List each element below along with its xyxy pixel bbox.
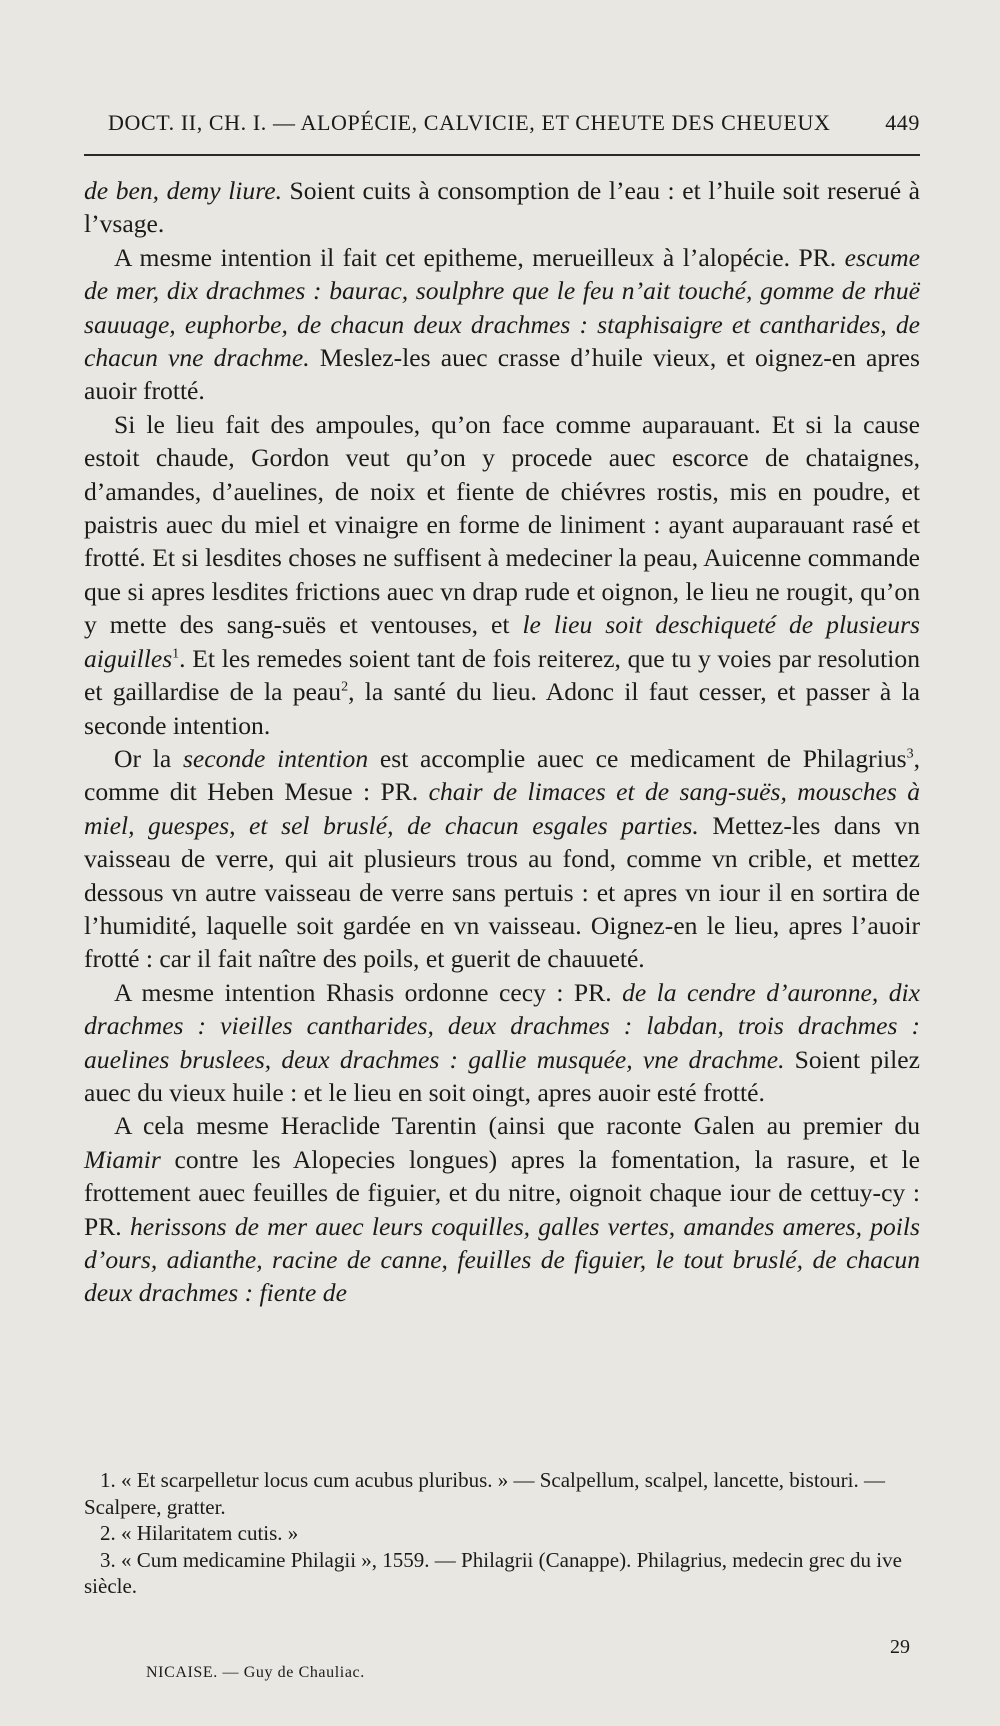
p6-recipe: herissons de mer auec leurs coquilles, galles vertes, amandes ameres, poils d’ours, adianthe, racine de canne, feuilles de figuier, le tout bruslé, de chacun deux drachmes : fiente de	[84, 1211, 920, 1308]
signature-sheet-number: 29	[890, 1636, 910, 1658]
paragraph-6	[84, 1109, 920, 1309]
p3-italic: le lieu soit deschiqueté de plusieurs aiguilles	[84, 610, 920, 673]
p4-text-a: Or la	[114, 743, 183, 773]
paragraph-2	[84, 241, 920, 408]
paragraph-5	[84, 976, 920, 1110]
p4-recipe: chair de limaces et de sang-suës, mousches à miel, guespes, et sel bruslé, de chacun esgales parties.	[84, 777, 920, 840]
paragraph-4	[84, 742, 920, 976]
footnote-3: 3. « Cum medicamine Philagii », 1559. — Philagrii (Canappe). Philagrius, medecin grec du ive siècle.	[84, 1547, 902, 1598]
printer-signature: NICAISE. — Guy de Chauliac.	[146, 1664, 365, 1681]
footnote-1: 1. « Et scarpelletur locus cum acubus pluribus. » — Scalpellum, scalpel, lancette, bistouri. — Scalpere, gratter.	[84, 1468, 885, 1519]
p3-text-c: . Et les remedes soient tant de fois reiterez, que tu y voies par resolution et gaillardise de la peau	[84, 643, 920, 707]
p4-text-f: Mettez-les dans vn vaisseau de verre, qui ait plusieurs trous au fond, comme vn crible, et mettez dessous vn autre vaisseau de verre sans pertuis : et apres vn iour il en sortira de l’humidité, laquelle soit gardée en vn vaisseau. Oignez-en le lieu, apres l’auoir frotté : car il fait naître des poils, et guerit de chauueté.	[84, 810, 920, 974]
footnote-ref-1: 1	[172, 646, 180, 662]
footnote-ref-2: 2	[341, 679, 349, 695]
p1-text: Soient cuits à consomption de l’eau : et l’huile soit reserué à l’vsage.	[84, 176, 920, 239]
running-head-title: DOCT. II, CH. I. — ALOPÉCIE, CALVICIE, ET CHEUTE DES CHEUEUX	[108, 110, 831, 135]
footnote-2: 2. « Hilaritatem cutis. »	[100, 1521, 299, 1545]
p4-italic: seconde intention	[182, 743, 369, 773]
running-header	[108, 110, 920, 140]
p3-text-a: Si le lieu fait des ampoules, qu’on face comme auparauant. Et si la cause estoit chaude, Gordon veut qu’on y procede auec escorce de chataignes, d’amandes, d’auelines, de noix et fiente de chiévres rostis, mis en poudre, et paistris auec du miel et vinaigre en forme de liniment : ayant auparauant rasé et frotté. Et si lesdites choses ne suffisent à medeciner la peau, Auicenne commande que si apres lesdites frictions auec vn drap rude et oignon, le lieu ne rougit, qu’on y mette des sang-suës et ventouses, et	[84, 409, 920, 640]
header-rule	[84, 154, 920, 156]
p5-recipe: de la cendre d’auronne, dix drachmes : vieilles cantharides, deux drachmes : labdan, trois drachmes : auelines bruslees, deux drachmes : gallie musquée, vne drachme.	[84, 977, 920, 1074]
p6-text-a: A cela mesme Heraclide Tarentin (ainsi que raconte Galen au premier du	[114, 1111, 920, 1141]
p5-text-a: A mesme intention Rhasis ordonne cecy : PR.	[114, 977, 623, 1007]
paragraph-3	[84, 408, 920, 742]
p1-italic: de ben, demy liure.	[84, 176, 282, 205]
p2-recipe: escume de mer, dix drachmes : baurac, soulphre que le feu n’ait touché, gomme de rhuë sauuage, euphorbe, de chacun deux drachmes : staphisaigre et cantharides, de chacun vne drachme.	[84, 242, 920, 373]
page-number: 449	[885, 110, 920, 135]
p3-text-d: , la santé du lieu. Adonc il faut cesser, et passer à la seconde intention.	[84, 677, 920, 740]
paragraph-1	[84, 174, 920, 241]
p2-text-c: Meslez-les auec crasse d’huile vieux, et oignez-en apres auoir frotté.	[84, 343, 920, 406]
main-text	[84, 174, 920, 1310]
footnotes	[84, 1467, 920, 1600]
p5-text-c: Soient pilez auec du vieux huile : et le lieu en soit oingt, apres auoir esté frotté.	[84, 1044, 920, 1107]
p6-italic: Miamir	[84, 1144, 161, 1174]
p4-text-c: est accomplie auec ce medicament de Philagrius	[368, 743, 907, 773]
p4-text-d: , comme dit Heben Mesue : PR.	[84, 743, 920, 807]
footnote-ref-3: 3	[906, 746, 914, 762]
p6-text-c: contre les Alopecies longues) apres la fomentation, la rasure, et le frottement auec feuilles de figuier, et du nitre, oignoit chaque iour de cettuy-cy : PR.	[84, 1144, 920, 1241]
p2-text-a: A mesme intention il fait cet epitheme, merueilleux à l’alopécie. PR.	[114, 242, 845, 272]
